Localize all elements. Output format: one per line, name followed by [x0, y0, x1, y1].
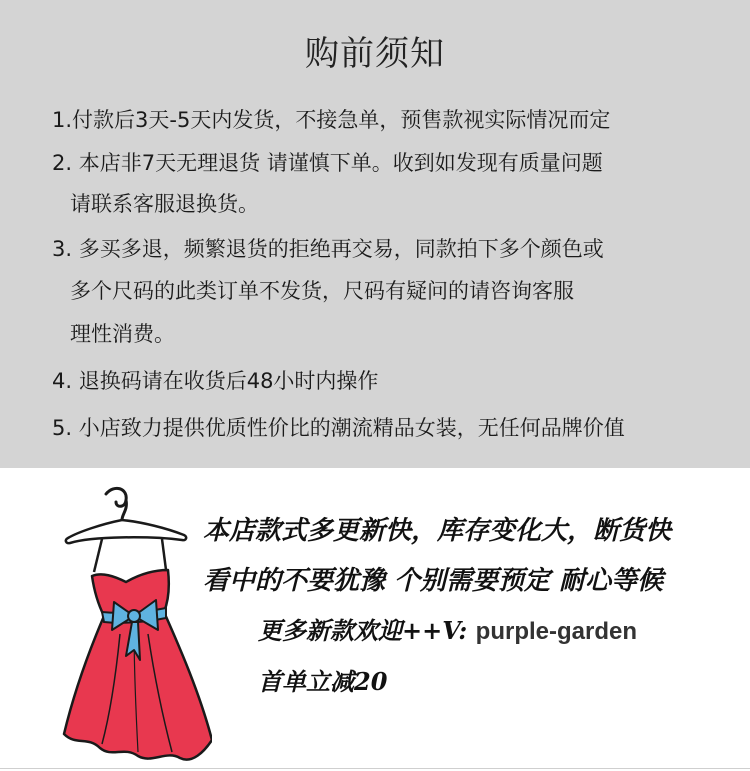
rule-3: 3. 多买多退，频繁退货的拒绝再交易，同款拍下多个颜色或 — [52, 237, 604, 261]
promo-line-update-notice: 本店款式多更新快，库存变化大，断货快 — [203, 516, 672, 546]
promo-contact-prefix: 更多新款欢迎++V: — [258, 616, 468, 645]
notice-title: 购前须知 — [305, 34, 445, 74]
rule-2-continued: 请联系客服退换货。 — [70, 192, 259, 216]
promo-line-preorder-notice: 看中的不要犹豫 个别需要预定 耐心等候 — [203, 566, 664, 596]
wechat-id: purple-garden — [475, 618, 637, 645]
rule-3-continued-2: 理性消费。 — [70, 322, 175, 346]
bottom-divider — [0, 768, 750, 769]
rule-5: 5. 小店致力提供优质性价比的潮流精品女装，无任何品牌价值 — [52, 416, 625, 440]
rule-3-continued: 多个尺码的此类订单不发货，尺码有疑问的请咨询客服 — [70, 279, 574, 303]
promo-line-contact — [258, 611, 637, 646]
promo-line-first-order-discount: 首单立减20 — [258, 667, 388, 696]
dress-on-hanger-icon — [62, 484, 212, 769]
rule-1: 1.付款后3天-5天内发货，不接急单，预售款视实际情况而定 — [52, 108, 611, 132]
rule-4: 4. 退换码请在收货后48小时内操作 — [52, 369, 379, 393]
rule-2: 2. 本店非7天无理退货 请谨慎下单。收到如发现有质量问题 — [52, 151, 603, 175]
